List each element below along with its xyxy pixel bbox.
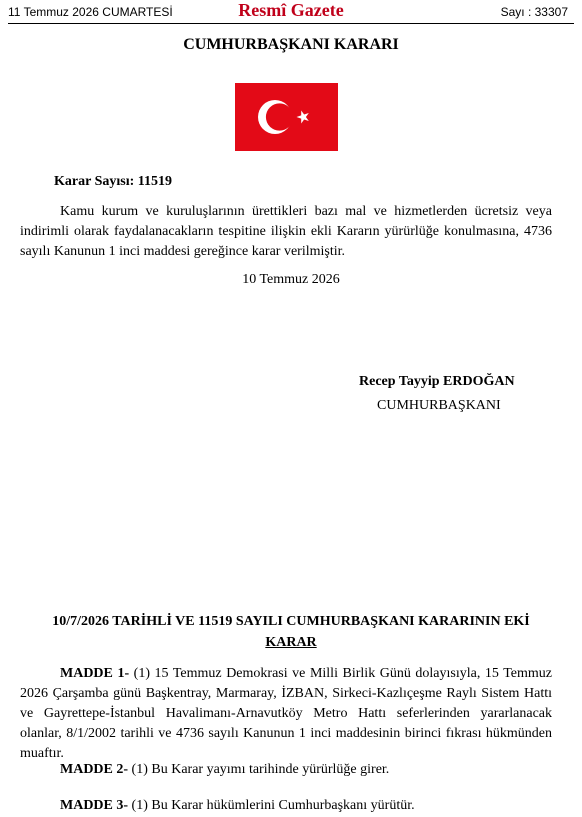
decision-number: Karar Sayısı: 11519 bbox=[54, 174, 172, 189]
signature-title: CUMHURBAŞKANI bbox=[377, 398, 501, 413]
gazette-title: Resmî Gazete bbox=[238, 0, 344, 20]
annex-subtitle bbox=[0, 635, 582, 651]
article-3 bbox=[20, 796, 552, 816]
article-text: (1) Bu Karar hükümlerini Cumhurbaşkanı yürütür. bbox=[128, 798, 415, 813]
turkish-flag-icon bbox=[235, 83, 338, 151]
signature-name: Recep Tayyip ERDOĞAN bbox=[359, 374, 515, 389]
annex-title: 10/7/2026 TARİHLİ VE 11519 SAYILI CUMHURBAŞKANI KARARININ EKİ bbox=[52, 614, 530, 629]
article-label: MADDE 3- bbox=[60, 798, 129, 813]
article-label: MADDE 2- bbox=[60, 762, 129, 777]
intro-paragraph: Kamu kurum ve kuruluşlarının ürettikleri bazı mal ve hizmetlerden ücretsiz veya indirimli olarak faydalanacakların tespitine ilişkin ekli Kararın yürürlüğe konulmasına, 4736 sayılı Kanunun 1 inci maddesi gereğince karar verilmiştir. bbox=[20, 204, 552, 259]
article-label: MADDE 1- bbox=[60, 666, 130, 681]
annex-subtitle-text: KARAR bbox=[265, 635, 317, 650]
article-1 bbox=[20, 664, 552, 764]
issue-number: Sayı : 33307 bbox=[500, 5, 568, 19]
header-date: 11 Temmuz 2026 CUMARTESİ bbox=[8, 5, 173, 19]
decision-date: 10 Temmuz 2026 bbox=[242, 272, 340, 287]
gazette-header bbox=[8, 0, 574, 22]
article-2 bbox=[20, 760, 552, 780]
header-divider bbox=[8, 23, 574, 24]
page-title: CUMHURBAŞKANI KARARI bbox=[183, 36, 399, 53]
article-text: (1) 15 Temmuz Demokrasi ve Milli Birlik Günü dolayısıyla, 15 Temmuz 2026 Çarşamba günü Başkentray, Marmaray, İZBAN, Sirkeci-Kazlıçeşme Raylı Sistem Hattı ve Gayrettepe-İstanbul Havalimanı-Arnavutköy Metro Hattı seferlerinden yararlanacak olanlar, 8/1/2002 tarihli ve 4736 sayılı Kanunun 1 inci maddesinin birinci fıkrası hükmünden muaftır. bbox=[20, 666, 552, 761]
article-text: (1) Bu Karar yayımı tarihinde yürürlüğe girer. bbox=[128, 762, 390, 777]
